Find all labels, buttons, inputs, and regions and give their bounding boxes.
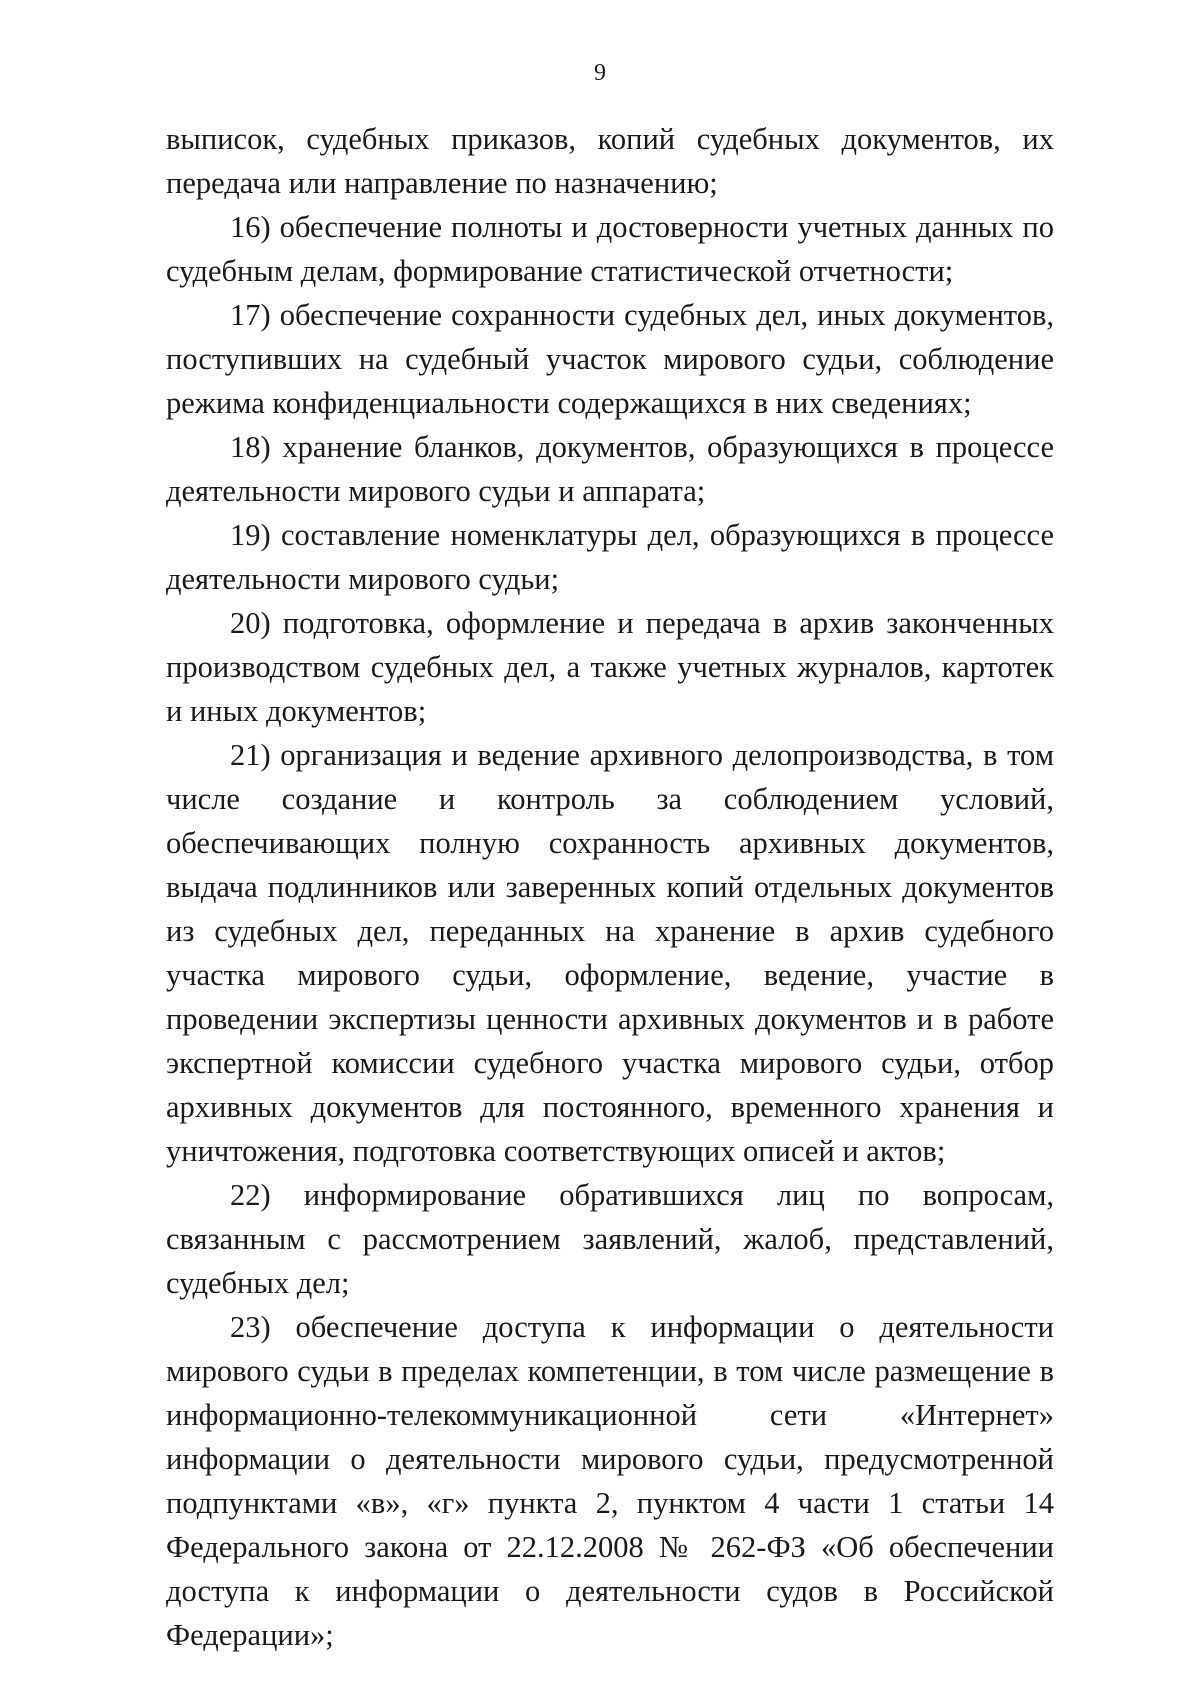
page-number: 9 — [594, 60, 606, 86]
list-item-18: 18) хранение бланков, документов, образующихся в процессе деятельности мирового судьи и аппарата; — [166, 430, 1054, 508]
list-item-22: 22) информирование обратившихся лиц по вопросам, связанным с рассмотрением заявлений, жалоб, представлений, судебных дел; — [166, 1178, 1054, 1300]
list-item-20: 20) подготовка, оформление и передача в архив законченных производством судебных дел, а также учетных журналов, картотек и иных документов; — [166, 606, 1054, 728]
paragraph-continuation: выписок, судебных приказов, копий судебных документов, их передача или направление по назначению; — [166, 122, 1054, 200]
list-item-17: 17) обеспечение сохранности судебных дел, иных документов, поступивших на судебный участок мирового судьи, соблюдение режима конфиденциальности содержащихся в них сведениях; — [166, 298, 1054, 420]
list-item-19: 19) составление номенклатуры дел, образующихся в процессе деятельности мирового судьи; — [166, 518, 1054, 596]
list-item-16: 16) обеспечение полноты и достоверности учетных данных по судебным делам, формирование статистической отчетности; — [166, 210, 1054, 288]
document-body — [166, 117, 1054, 1657]
list-item-23: 23) обеспечение доступа к информации о деятельности мирового судьи в пределах компетенции, в том числе размещение в информационно-телекоммуникационной сети «Интернет» информации о деятельности мирового судьи, предусмотренной подпунктами «в», «г» пункта 2, пунктом 4 части 1 статьи 14 Федерального закона от 22.12.2008 № 262-ФЗ «Об обеспечении доступа к информации о деятельности судов в Российской Федерации»; — [166, 1310, 1054, 1652]
list-item-21: 21) организация и ведение архивного делопроизводства, в том числе создание и контроль за соблюдением условий, обеспечивающих полную сохранность архивных документов, выдача подлинников или заверенных копий отдельных документов из судебных дел, переданных на хранение в архив судебного участка мирового судьи, оформление, ведение, участие в проведении экспертизы ценности архивных документов и в работе экспертной комиссии судебного участка мирового судьи, отбор архивных документов для постоянного, временного хранения и уничтожения, подготовка соответствующих описей и актов; — [166, 738, 1054, 1168]
